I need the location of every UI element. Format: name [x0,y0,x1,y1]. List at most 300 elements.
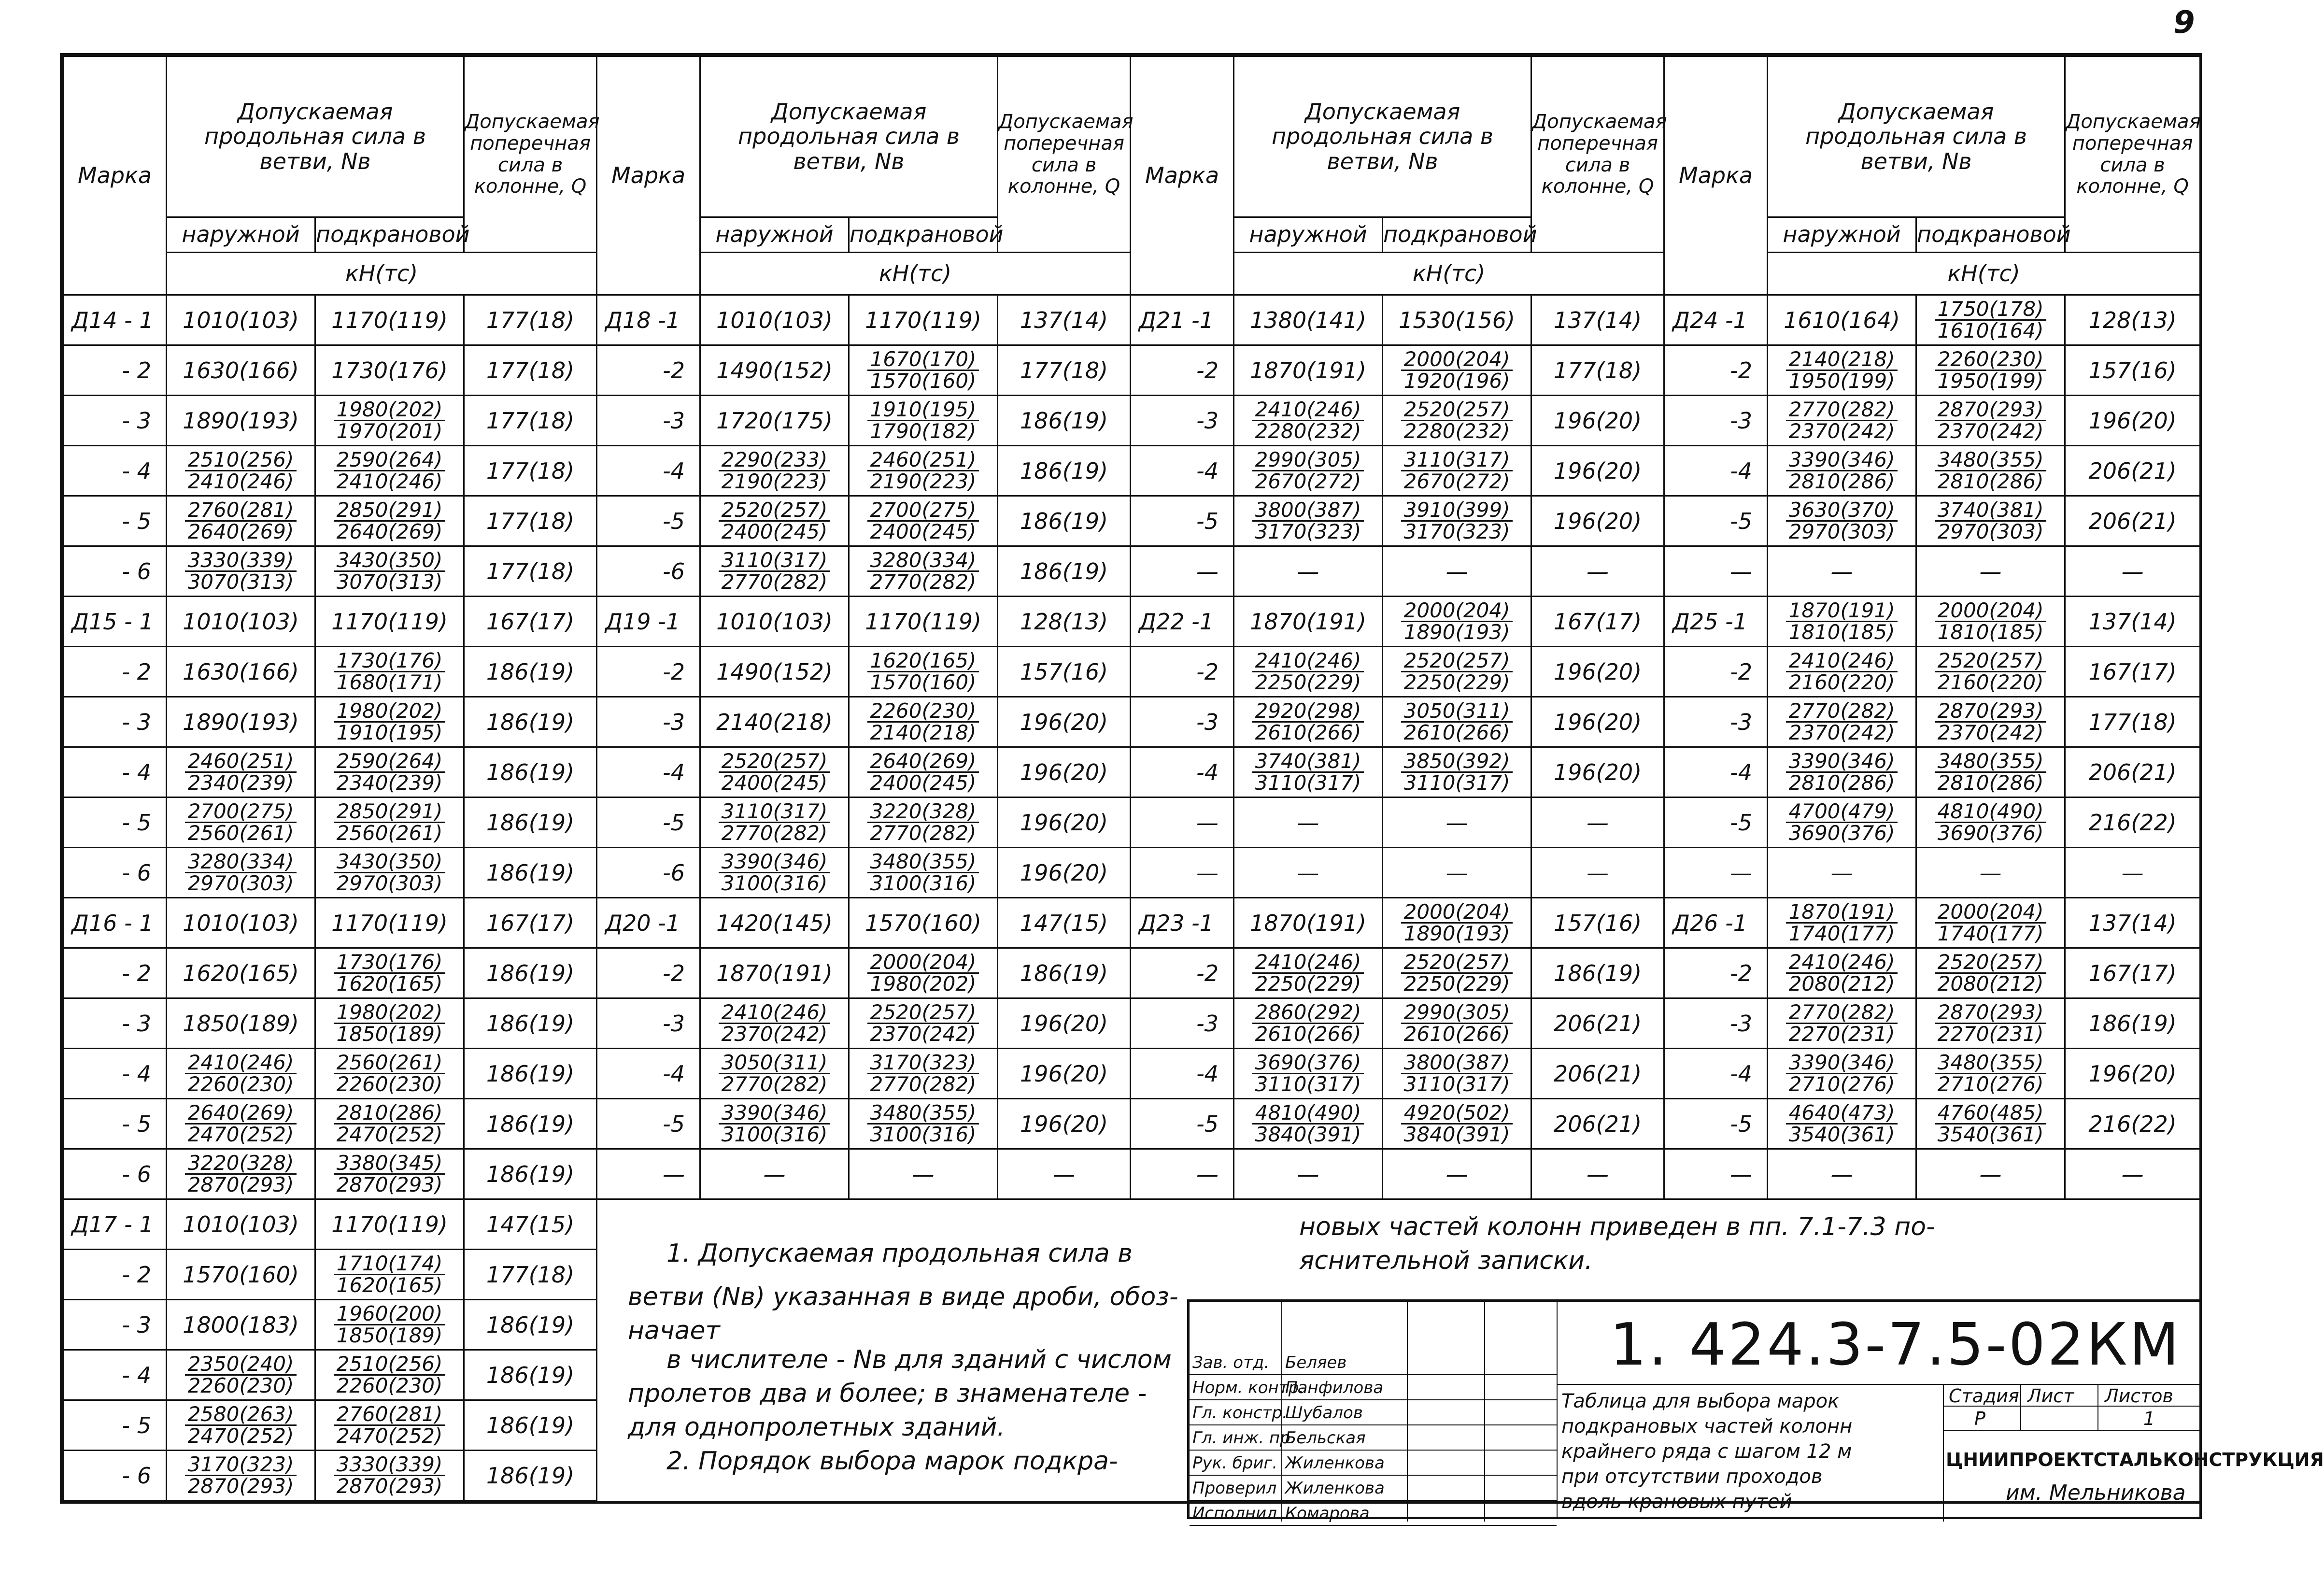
signature-row [1190,1476,1557,1501]
outer-value: $\frac{3740(381)}{3110(317)}$ [1234,747,1383,797]
mark-cell: - 6 [63,848,167,898]
crane-value: — [1383,546,1531,597]
signature-row [1190,1425,1557,1451]
mark-cell: Д24 -1 [1664,295,1768,345]
outer-value: — [1234,797,1383,848]
transverse-value: 186(19) [464,1350,597,1400]
header-outer: наружной [1768,217,1916,253]
crane-value: $\frac{3380(345)}{2870(293)}$ [315,1149,464,1199]
crane-value: 1170(119) [315,295,464,345]
mark-cell: - 6 [63,546,167,597]
outer-value: $\frac{2920(298)}{2610(266)}$ [1234,697,1383,747]
outer-value: — [1234,546,1383,597]
drawing-title-line: Таблица для выбора марок [1561,1390,1840,1412]
crane-value: $\frac{2700(275)}{2400(245)}$ [849,496,998,546]
transverse-value: 186(19) [998,446,1131,496]
mark-cell: -4 [1664,1049,1768,1099]
crane-value: $\frac{1730(176)}{1620(165)}$ [315,948,464,998]
transverse-value: 128(13) [998,597,1131,647]
organization-sub: им. Мельникова [2006,1480,2186,1505]
outer-value: $\frac{3110(317)}{2770(282)}$ [700,797,849,848]
crane-value: $\frac{3800(387)}{3110(317)}$ [1383,1049,1531,1099]
table-row [63,446,2200,496]
note-6: для однопролетных зданий. [628,1413,1005,1442]
header-long-force: Допускаемая продольная сила в ветви, Nв [1768,57,2065,217]
mark-cell: -4 [597,446,700,496]
mark-cell: -4 [1664,446,1768,496]
mark-cell: -2 [1131,647,1234,697]
outer-value: 2140(218) [700,697,849,747]
outer-value: $\frac{3390(346)}{2710(276)}$ [1768,1049,1916,1099]
header-mark: Марка [597,57,700,295]
transverse-value: 147(15) [464,1199,597,1250]
transverse-value: 206(21) [2065,496,2200,546]
crane-value: $\frac{1980(202)}{1910(195)}$ [315,697,464,747]
header-mark: Марка [1664,57,1768,295]
transverse-value: 206(21) [1531,1099,1664,1149]
mark-cell: -6 [597,848,700,898]
outer-value: $\frac{2860(292)}{2610(266)}$ [1234,998,1383,1049]
outer-value: $\frac{3800(387)}{3170(323)}$ [1234,496,1383,546]
transverse-value: — [1531,797,1664,848]
crane-value: 1570(160) [849,898,998,948]
table-row [63,496,2200,546]
table-row [63,295,2200,345]
mark-cell: - 5 [63,1400,167,1451]
transverse-value: 186(19) [464,647,597,697]
mark-cell: -3 [597,998,700,1049]
outer-value: $\frac{2700(275)}{2560(261)}$ [167,797,315,848]
transverse-value: 196(20) [998,797,1131,848]
crane-value: $\frac{2520(257)}{2160(220)}$ [1916,647,2065,697]
crane-value: 1170(119) [315,1199,464,1250]
mark-cell: -5 [1664,496,1768,546]
crane-value: $\frac{3850(392)}{3110(317)}$ [1383,747,1531,797]
outer-value: 1870(191) [700,948,849,998]
outer-value: 1010(103) [167,295,315,345]
note-8: новых частей колонн приведен в пп. 7.1-7.3 по- [1299,1212,1935,1241]
crane-value: — [849,1149,998,1199]
table-row [63,697,2200,747]
signature-role: Норм. контр. [1192,1378,1304,1397]
transverse-value: 216(22) [2065,1099,2200,1149]
transverse-value: 196(20) [1531,446,1664,496]
outer-value: 1630(166) [167,647,315,697]
outer-value: $\frac{2510(256)}{2410(246)}$ [167,446,315,496]
signature-row [1190,1400,1557,1425]
crane-value: $\frac{2760(281)}{2470(252)}$ [315,1400,464,1451]
signature-name: Жиленкова [1285,1453,1385,1473]
note-9: яснительной записки. [1299,1246,1593,1275]
header-crane: подкрановой [315,217,464,253]
mark-cell: -2 [1664,647,1768,697]
transverse-value: 137(14) [998,295,1131,345]
header-long-force: Допускаемая продольная сила в ветви, Nв [700,57,998,217]
mark-cell: -3 [1131,697,1234,747]
mark-cell: -3 [597,697,700,747]
mark-cell: - 3 [63,396,167,446]
outer-value: 1380(141) [1234,295,1383,345]
outer-value: $\frac{2140(218)}{1950(199)}$ [1768,345,1916,396]
mark-cell: -4 [597,1049,700,1099]
outer-value: $\frac{3390(346)}{2810(286)}$ [1768,747,1916,797]
mark-cell: - 2 [63,647,167,697]
transverse-value: 177(18) [464,496,597,546]
outer-value: $\frac{3220(328)}{2870(293)}$ [167,1149,315,1199]
transverse-value: 196(20) [1531,496,1664,546]
transverse-value: 186(19) [998,396,1131,446]
crane-value: $\frac{2870(293)}{2370(242)}$ [1916,396,2065,446]
mark-cell: — [597,1149,700,1199]
mark-cell: — [1131,797,1234,848]
title-block [1187,1299,2324,1523]
crane-value: $\frac{4920(502)}{3840(391)}$ [1383,1099,1531,1149]
mark-cell: — [1131,546,1234,597]
mark-cell: - 2 [63,1250,167,1300]
mark-cell: -5 [1131,496,1234,546]
crane-value: — [1916,1149,2065,1199]
transverse-value: 196(20) [998,1099,1131,1149]
mark-cell: Д18 -1 [597,295,700,345]
crane-value: $\frac{2870(293)}{2370(242)}$ [1916,697,2065,747]
table-row [63,898,2200,948]
transverse-value: 186(19) [464,998,597,1049]
header-crane: подкрановой [849,217,998,253]
transverse-value: 186(19) [464,1400,597,1451]
page-number: 9 [2173,5,2195,41]
outer-value: $\frac{2410(246)}{2250(229)}$ [1234,948,1383,998]
transverse-value: 186(19) [464,747,597,797]
outer-value: 1870(191) [1234,898,1383,948]
drawing-title-line: вдоль крановых путей [1561,1491,1792,1513]
mark-cell: -2 [597,647,700,697]
header-outer: наружной [167,217,315,253]
outer-value: 1870(191) [1234,345,1383,396]
mark-cell: Д16 - 1 [63,898,167,948]
mark-cell: - 3 [63,998,167,1049]
transverse-value: 167(17) [2065,948,2200,998]
crane-value: $\frac{2560(261)}{2260(230)}$ [315,1049,464,1099]
transverse-value: 128(13) [2065,295,2200,345]
crane-value: $\frac{3110(317)}{2670(272)}$ [1383,446,1531,496]
drawing-title-line: подкрановых частей колонн [1561,1415,1853,1438]
transverse-value: 186(19) [464,1451,597,1501]
crane-value: $\frac{2000(204)}{1920(196)}$ [1383,345,1531,396]
note-1: 1. Допускаемая продольная сила в [666,1239,1133,1268]
outer-value: $\frac{2770(282)}{2270(231)}$ [1768,998,1916,1049]
mark-cell: - 5 [63,1099,167,1149]
table-row [63,1149,2200,1199]
signature-name: Комарова [1285,1504,1370,1523]
header-outer: наружной [700,217,849,253]
outer-value: — [1768,848,1916,898]
crane-value: — [1916,546,2065,597]
crane-value: 1730(176) [315,345,464,396]
mark-cell: - 3 [63,697,167,747]
mark-cell: — [1664,1149,1768,1199]
mark-cell: -2 [597,345,700,396]
outer-value: $\frac{2640(269)}{2470(252)}$ [167,1099,315,1149]
signature-row [1190,1375,1557,1400]
mark-cell: Д23 -1 [1131,898,1234,948]
signature-role: Исполнил [1192,1504,1277,1523]
table-row [63,797,2200,848]
crane-value: $\frac{2510(256)}{2260(230)}$ [315,1350,464,1400]
crane-value: $\frac{1670(170)}{1570(160)}$ [849,345,998,396]
crane-value: $\frac{3280(334)}{2770(282)}$ [849,546,998,597]
document-code: 1. 424.3-7.5-02КМ [1610,1311,2182,1379]
outer-value: $\frac{2410(246)}{2080(212)}$ [1768,948,1916,998]
table-row [63,1099,2200,1149]
mark-cell: Д15 - 1 [63,597,167,647]
crane-value: — [1383,848,1531,898]
transverse-value: 177(18) [464,295,597,345]
transverse-value: 196(20) [2065,1049,2200,1099]
note-7: 2. Порядок выбора марок подкра- [666,1447,1118,1476]
outer-value: $\frac{3050(311)}{2770(282)}$ [700,1049,849,1099]
crane-value: $\frac{2850(291)}{2560(261)}$ [315,797,464,848]
mark-cell: — [1131,848,1234,898]
transverse-value: 137(14) [1531,295,1664,345]
transverse-value: 137(14) [2065,597,2200,647]
mark-cell: -3 [1131,396,1234,446]
header-long-force: Допускаемая продольная сила в ветви, Nв [167,57,464,217]
note-2: ветви (Nв) указанная в виде дроби, обоз- [628,1282,1178,1311]
crane-value: $\frac{2000(204)}{1810(185)}$ [1916,597,2065,647]
transverse-value: 186(19) [464,1300,597,1350]
header-long-force: Допускаемая продольная сила в ветви, Nв [1234,57,1531,217]
crane-value: $\frac{3910(399)}{3170(323)}$ [1383,496,1531,546]
outer-value: $\frac{4810(490)}{3840(391)}$ [1234,1099,1383,1149]
transverse-value: 196(20) [998,998,1131,1049]
header-unit: кН(тс) [167,253,597,295]
header-transverse: Допускаемая поперечная сила в колонне, Q [2065,57,2200,253]
transverse-value: 177(18) [998,345,1131,396]
crane-value: $\frac{3220(328)}{2770(282)}$ [849,797,998,848]
crane-value: $\frac{3480(355)}{2810(286)}$ [1916,446,2065,496]
transverse-value: 196(20) [2065,396,2200,446]
crane-value: $\frac{2260(230)}{2140(218)}$ [849,697,998,747]
transverse-value: — [2065,1149,2200,1199]
sheet-label: Лист [2027,1385,2074,1407]
mark-cell: - 5 [63,797,167,848]
crane-value: $\frac{3480(355)}{3100(316)}$ [849,1099,998,1149]
mark-cell: -2 [597,948,700,998]
transverse-value: 186(19) [464,1049,597,1099]
mark-cell: -5 [1664,1099,1768,1149]
mark-cell: -2 [1664,948,1768,998]
mark-cell: Д21 -1 [1131,295,1234,345]
outer-value: $\frac{3690(376)}{3110(317)}$ [1234,1049,1383,1099]
outer-value: 1870(191) [1234,597,1383,647]
stage-label: Стадия [1949,1385,2019,1407]
outer-value: — [1234,848,1383,898]
table-row [63,948,2200,998]
signature-name: Бельская [1285,1428,1366,1448]
crane-value: $\frac{2590(264)}{2340(239)}$ [315,747,464,797]
mark-cell: -4 [597,747,700,797]
crane-value: $\frac{2000(204)}{1890(193)}$ [1383,898,1531,948]
outer-value: 1490(152) [700,345,849,396]
outer-value: $\frac{2290(233)}{2190(223)}$ [700,446,849,496]
header-unit: кН(тс) [1234,253,1664,295]
signature-row [1190,1451,1557,1476]
crane-value: 1170(119) [315,597,464,647]
outer-value: $\frac{2520(257)}{2400(245)}$ [700,747,849,797]
crane-value: $\frac{4810(490)}{3690(376)}$ [1916,797,2065,848]
transverse-value: 157(16) [1531,898,1664,948]
mark-cell: Д25 -1 [1664,597,1768,647]
header-transverse: Допускаемая поперечная сила в колонне, Q [1531,57,1664,253]
outer-value: $\frac{2410(246)}{2250(229)}$ [1234,647,1383,697]
table-row [63,546,2200,597]
outer-value: — [1234,1149,1383,1199]
mark-cell: - 6 [63,1149,167,1199]
outer-value: $\frac{2770(282)}{2370(242)}$ [1768,396,1916,446]
signature-row [1190,1350,1557,1375]
table-row [63,1049,2200,1099]
signature-name: Шубалов [1285,1403,1363,1423]
transverse-value: 206(21) [1531,1049,1664,1099]
outer-value: 1630(166) [167,345,315,396]
crane-value: — [1916,848,2065,898]
transverse-value: 186(19) [2065,998,2200,1049]
outer-value: 1010(103) [167,898,315,948]
crane-value: $\frac{2000(204)}{1890(193)}$ [1383,597,1531,647]
crane-value: $\frac{3740(381)}{2970(303)}$ [1916,496,2065,546]
transverse-value: 186(19) [464,948,597,998]
crane-value: $\frac{2460(251)}{2190(223)}$ [849,446,998,496]
crane-value: $\frac{2260(230)}{1950(199)}$ [1916,345,2065,396]
header-crane: подкрановой [1916,217,2065,253]
transverse-value: 196(20) [998,697,1131,747]
outer-value: 1610(164) [1768,295,1916,345]
transverse-value: 186(19) [464,848,597,898]
outer-value: $\frac{2410(246)}{2160(220)}$ [1768,647,1916,697]
outer-value: $\frac{2460(251)}{2340(239)}$ [167,747,315,797]
transverse-value: 186(19) [998,948,1131,998]
outer-value: 1890(193) [167,396,315,446]
transverse-value: 196(20) [998,848,1131,898]
outer-value: $\frac{2770(282)}{2370(242)}$ [1768,697,1916,747]
crane-value: $\frac{1980(202)}{1970(201)}$ [315,396,464,446]
outer-value: 1800(183) [167,1300,315,1350]
outer-value: $\frac{2760(281)}{2640(269)}$ [167,496,315,546]
header-mark: Марка [1131,57,1234,295]
mark-cell: - 2 [63,948,167,998]
transverse-value: 196(20) [1531,697,1664,747]
outer-value: $\frac{3390(346)}{3100(316)}$ [700,1099,849,1149]
header-unit: кН(тс) [1768,253,2200,295]
signature-row [1190,1501,1557,1526]
transverse-value: 206(21) [1531,998,1664,1049]
mark-cell: -3 [1664,697,1768,747]
organization: ЦНИИПРОЕКТСТАЛЬКОНСТРУКЦИЯ [1946,1449,2324,1470]
crane-value: 1170(119) [849,295,998,345]
note-4: в числителе - Nв для зданий с числом [666,1345,1172,1374]
transverse-value: 177(18) [464,446,597,496]
mark-cell: -5 [597,1099,700,1149]
outer-value: 1720(175) [700,396,849,446]
transverse-value: 186(19) [464,1099,597,1149]
outer-value: 1850(189) [167,998,315,1049]
mark-cell: - 4 [63,1350,167,1400]
mark-cell: - 6 [63,1451,167,1501]
transverse-value: — [1531,1149,1664,1199]
outer-value: 1490(152) [700,647,849,697]
transverse-value: 177(18) [464,1250,597,1300]
transverse-value: 177(18) [464,345,597,396]
signature-name: Жиленкова [1285,1479,1385,1498]
outer-value: — [1768,546,1916,597]
mark-cell: Д17 - 1 [63,1199,167,1250]
header-outer: наружной [1234,217,1383,253]
crane-value: $\frac{1960(200)}{1850(189)}$ [315,1300,464,1350]
outer-value: $\frac{2350(240)}{2260(230)}$ [167,1350,315,1400]
crane-value: — [1383,1149,1531,1199]
mark-cell: -4 [1131,747,1234,797]
mark-cell: — [1664,848,1768,898]
transverse-value: 196(20) [1531,396,1664,446]
crane-value: $\frac{2640(269)}{2400(245)}$ [849,747,998,797]
crane-value: $\frac{2000(204)}{1980(202)}$ [849,948,998,998]
outer-value: $\frac{2520(257)}{2400(245)}$ [700,496,849,546]
crane-value: 1170(119) [315,898,464,948]
crane-value: $\frac{2520(257)}{2250(229)}$ [1383,948,1531,998]
header-unit: кН(тс) [700,253,1131,295]
mark-cell: Д14 - 1 [63,295,167,345]
crane-value: $\frac{3430(350)}{3070(313)}$ [315,546,464,597]
crane-value: 1170(119) [849,597,998,647]
mark-cell: -4 [1131,446,1234,496]
outer-value: — [700,1149,849,1199]
outer-value: $\frac{3110(317)}{2770(282)}$ [700,546,849,597]
table-row [63,597,2200,647]
outer-value: 1010(103) [700,295,849,345]
mark-cell: -5 [1664,797,1768,848]
crane-value: $\frac{1980(202)}{1850(189)}$ [315,998,464,1049]
mark-cell: Д20 -1 [597,898,700,948]
mark-cell: - 3 [63,1300,167,1350]
mark-cell: -3 [597,396,700,446]
transverse-value: 167(17) [464,898,597,948]
crane-value: $\frac{3430(350)}{2970(303)}$ [315,848,464,898]
transverse-value: 206(21) [2065,747,2200,797]
outer-value: $\frac{2990(305)}{2670(272)}$ [1234,446,1383,496]
table-row [63,396,2200,446]
crane-value: $\frac{3480(355)}{3100(316)}$ [849,848,998,898]
transverse-value: 196(20) [1531,747,1664,797]
mark-cell: — [1664,546,1768,597]
crane-value: $\frac{1620(165)}{1570(160)}$ [849,647,998,697]
outer-value: $\frac{1870(191)}{1740(177)}$ [1768,898,1916,948]
signature-role: Гл. констр. [1192,1403,1288,1423]
table-row [63,647,2200,697]
note-5: пролетов два и более; в знаменателе - [628,1379,1147,1408]
signature-name: Панфилова [1285,1378,1384,1397]
outer-value: $\frac{2410(246)}{2280(232)}$ [1234,396,1383,446]
transverse-value: 167(17) [2065,647,2200,697]
signature-name: Беляев [1285,1353,1347,1372]
outer-value: $\frac{3390(346)}{2810(286)}$ [1768,446,1916,496]
crane-value: $\frac{1730(176)}{1680(171)}$ [315,647,464,697]
outer-value: 1420(145) [700,898,849,948]
outer-value: $\frac{1870(191)}{1810(185)}$ [1768,597,1916,647]
mark-cell: — [1131,1149,1234,1199]
outer-value: $\frac{4640(473)}{3540(361)}$ [1768,1099,1916,1149]
crane-value: $\frac{4760(485)}{3540(361)}$ [1916,1099,2065,1149]
mark-cell: -2 [1131,948,1234,998]
